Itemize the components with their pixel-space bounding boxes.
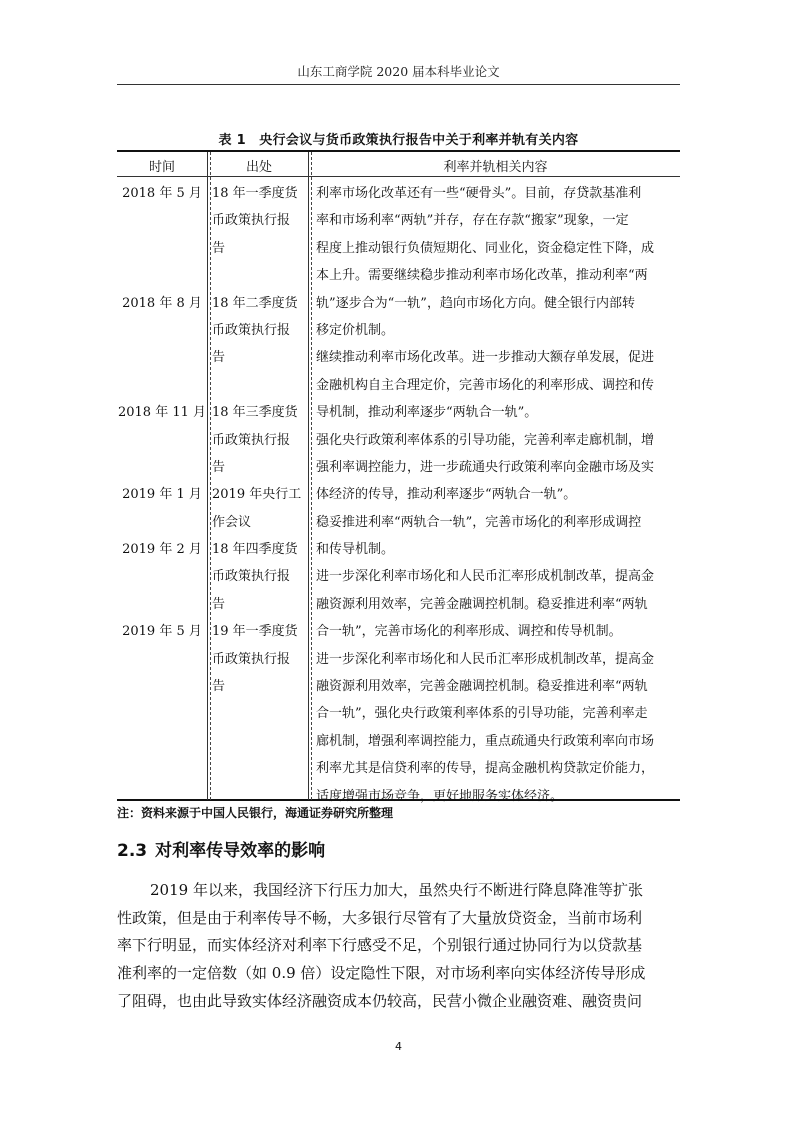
table-cell-source: 告 (212, 350, 226, 366)
table-cell-content: 稳妥推进利率“两轨合一轨”，完善市场化的利率形成调控 (316, 514, 642, 530)
table-cell-content: 适度增强市场竞争，更好地服务实体经济。 (316, 788, 564, 804)
table-cell-source: 币政策执行报 (212, 651, 291, 667)
table-cell-source: 币政策执行报 (212, 213, 291, 229)
header-rule (117, 84, 680, 85)
paragraph-line: 2019 年以来，我国经济下行压力加大，虽然央行不断进行降息降准等扩张 (150, 881, 643, 899)
table-cell-content: 利率尤其是信贷利率的传导，提高金融机构贷款定价能力， (316, 761, 655, 777)
table-cell-source: 告 (212, 459, 226, 475)
table-column-divider (207, 152, 208, 800)
table-cell-content: 体经济的传导，推动利率逐步“两轨合一轨”。 (316, 487, 577, 503)
table-cell-time: 2019 年 2 月 (122, 542, 202, 558)
table-cell-content: 轨”逐步合为“一轨”，趋向市场化方向。健全银行内部转 (316, 295, 635, 311)
section-number: 2.3 (117, 841, 148, 861)
table-cell-content: 融资源利用效率，完善金融调控机制。稳妥推进利率“两轨 (316, 679, 648, 695)
table-header-source: 出处 (245, 160, 272, 175)
table-cell-content: 移定价机制。 (316, 322, 395, 338)
table-header-time: 时间 (148, 160, 175, 175)
table-cell-time: 2018 年 8 月 (122, 295, 202, 311)
table-cell-source: 18 年三季度货 (212, 405, 298, 421)
table-cell-content: 导机制，推动利率逐步“两轨合一轨”。 (316, 405, 538, 421)
table-column-divider (210, 152, 211, 800)
table-cell-source: 18 年四季度货 (212, 542, 298, 558)
table-note: 注：资料来源于中国人民银行，海通证券研究所整理 (117, 806, 394, 820)
paragraph-line: 率下行明显，而实体经济对利率下行感受不足，个别银行通过协同行为以贷款基 (117, 936, 643, 955)
table-cell-time: 2018 年 11 月 (117, 405, 207, 421)
source-column (212, 180, 308, 700)
table-cell-source: 告 (212, 596, 226, 612)
table-cell-time: 2018 年 5 月 (122, 186, 202, 201)
table-cell-source: 告 (212, 679, 226, 695)
table-cell-content: 融资源利用效率，完善金融调控机制。稳妥推进利率“两轨 (316, 596, 648, 612)
content-column (316, 180, 676, 810)
table-cell-time: 2019 年 1 月 (122, 487, 202, 503)
table-cell-source: 18 年二季度货 (212, 295, 298, 311)
paragraph-line: 准利率的一定倍数（如 0.9 倍）设定隐性下限，对市场利率向实体经济传导形成 (117, 964, 646, 983)
table-cell-content: 合一轨”，强化央行政策利率体系的引导功能，完善利率走 (316, 706, 648, 722)
table-cell-time: 2019 年 5 月 (122, 624, 202, 640)
table-cell-source: 19 年一季度货 (212, 624, 298, 640)
table-cell-source: 18 年一季度货 (212, 186, 298, 201)
body-paragraph (117, 877, 680, 1015)
table-cell-source: 作会议 (212, 514, 252, 530)
paragraph-line: 性政策，但是由于利率传导不畅，大多银行尽管有了大量放贷资金，当前市场利 (117, 908, 643, 927)
table-cell-content: 进一步深化利率市场化和人民币汇率形成机制改革，提高金 (316, 651, 655, 667)
table-cell-source: 币政策执行报 (212, 432, 291, 448)
table-column-divider (311, 152, 312, 800)
page-number: 4 (395, 1040, 402, 1053)
table-cell-source: 币政策执行报 (212, 322, 291, 338)
section-heading (117, 836, 325, 861)
table-cell-content: 进一步深化利率市场化和人民币汇率形成机制改革，提高金 (316, 569, 655, 585)
table-cell-content: 强化央行政策利率体系的引导功能，完善利率走廊机制，增 (316, 432, 655, 448)
table-cell-content: 程度上推动银行负债短期化、同业化，资金稳定性下降，成 (316, 240, 655, 256)
table-top-rule (117, 150, 680, 152)
time-column (117, 180, 207, 646)
table-cell-content: 金融机构自主合理定价，完善市场化的利率形成、调控和传 (316, 377, 655, 393)
table-cell-content: 利率市场化改革还有一些“硬骨头”。目前，存贷款基准利 (316, 186, 642, 201)
table-column-divider (308, 152, 309, 800)
table-cell-source: 2019 年央行工 (212, 487, 302, 503)
running-header: 山东工商学院 2020 届本科毕业论文 (297, 64, 500, 79)
table-header-rule (117, 176, 680, 177)
table-cell-source: 告 (212, 240, 226, 256)
table-header-content: 利率并轨相关内容 (443, 160, 548, 175)
table-cell-content: 合一轨”，完善市场化的利率形成、调控和传导机制。 (316, 624, 622, 640)
table-cell-content: 强利率调控能力，进一步疏通央行政策利率向金融市场及实 (316, 459, 655, 475)
table-cell-content: 继续推动利率市场化改革。进一步推动大额存单发展，促进 (316, 350, 655, 366)
table-cell-content: 和传导机制。 (316, 542, 395, 558)
table-cell-content: 本上升。需要继续稳步推动利率市场化改革，推动利率“两 (316, 268, 648, 284)
table-title: 表 1 央行会议与货币政策执行报告中关于利率并轨有关内容 (218, 133, 579, 148)
table-cell-source: 币政策执行报 (212, 569, 291, 585)
paragraph-line: 了阻碍，也由此导致实体经济融资成本仍较高，民营小微企业融资难、融资贵问 (117, 991, 643, 1010)
table-cell-content: 率和市场利率“两轨”并存，存在存款“搬家”现象，一定 (316, 213, 629, 229)
table-cell-content: 廊机制，增强利率调控能力，重点疏通央行政策利率向市场 (316, 733, 655, 749)
section-title: 对利率传导效率的影响 (155, 841, 326, 861)
